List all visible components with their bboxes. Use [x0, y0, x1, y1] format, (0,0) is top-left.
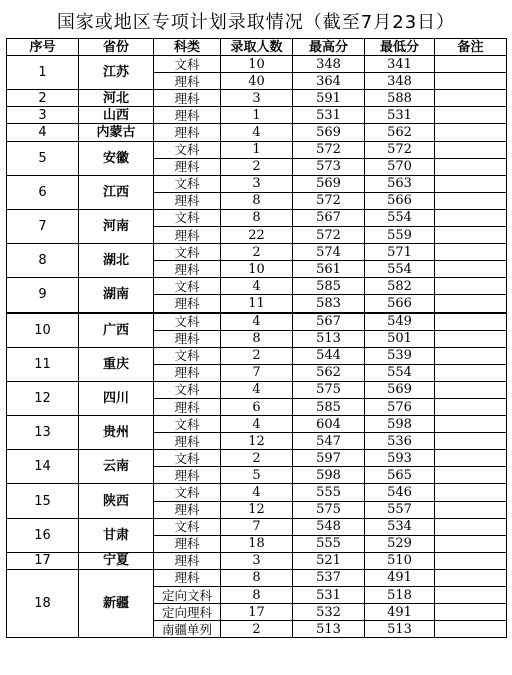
category-cell: 文科 [154, 518, 221, 535]
max-score-cell: 569 [293, 124, 365, 141]
table-row [7, 90, 507, 107]
count-cell: 2 [221, 621, 293, 638]
row-number: 1 [7, 56, 79, 90]
province-cell: 陕西 [79, 484, 154, 518]
row-number: 4 [7, 124, 79, 141]
row-number: 5 [7, 141, 79, 175]
max-score-cell: 537 [293, 569, 365, 586]
min-score-cell: 348 [365, 73, 435, 90]
max-score-cell: 521 [293, 552, 365, 569]
category-cell: 理科 [154, 433, 221, 450]
province-cell: 新疆 [79, 569, 154, 637]
min-score-cell: 557 [365, 501, 435, 518]
remarks-cell [435, 552, 507, 569]
count-cell: 3 [221, 90, 293, 107]
max-score-cell: 513 [293, 621, 365, 638]
table-row [7, 381, 507, 398]
remarks-cell [435, 244, 507, 261]
max-score-cell: 348 [293, 56, 365, 73]
remarks-cell [435, 90, 507, 107]
category-cell: 理科 [154, 398, 221, 415]
remarks-cell [435, 124, 507, 141]
min-score-cell: 569 [365, 381, 435, 398]
remarks-cell [435, 261, 507, 278]
category-cell: 南疆单列 [154, 621, 221, 638]
max-score-cell: 597 [293, 450, 365, 467]
category-cell: 理科 [154, 158, 221, 175]
count-cell: 4 [221, 484, 293, 501]
max-score-cell: 548 [293, 518, 365, 535]
count-cell: 8 [221, 192, 293, 209]
category-cell: 理科 [154, 330, 221, 347]
province-cell: 云南 [79, 450, 154, 484]
table-row [7, 347, 507, 364]
min-score-cell: 570 [365, 158, 435, 175]
category-cell: 文科 [154, 244, 221, 261]
min-score-cell: 598 [365, 416, 435, 433]
remarks-cell [435, 107, 507, 124]
max-score-cell: 547 [293, 433, 365, 450]
table-row [7, 107, 507, 124]
remarks-cell [435, 364, 507, 381]
max-score-cell: 561 [293, 261, 365, 278]
min-score-cell: 576 [365, 398, 435, 415]
min-score-cell: 563 [365, 175, 435, 192]
header-min-score: 最低分 [365, 39, 435, 56]
max-score-cell: 555 [293, 535, 365, 552]
table-row [7, 518, 507, 535]
min-score-cell: 582 [365, 278, 435, 295]
category-cell: 文科 [154, 313, 221, 331]
table-row [7, 141, 507, 158]
count-cell: 4 [221, 381, 293, 398]
category-cell: 理科 [154, 192, 221, 209]
min-score-cell: 554 [365, 261, 435, 278]
remarks-cell [435, 313, 507, 331]
remarks-cell [435, 141, 507, 158]
remarks-cell [435, 569, 507, 586]
province-cell: 山西 [79, 107, 154, 124]
min-score-cell: 491 [365, 604, 435, 621]
count-cell: 10 [221, 56, 293, 73]
category-cell: 理科 [154, 90, 221, 107]
min-score-cell: 554 [365, 364, 435, 381]
remarks-cell [435, 73, 507, 90]
table-row [7, 124, 507, 141]
max-score-cell: 598 [293, 467, 365, 484]
category-cell: 文科 [154, 416, 221, 433]
min-score-cell: 572 [365, 141, 435, 158]
max-score-cell: 572 [293, 227, 365, 244]
min-score-cell: 513 [365, 621, 435, 638]
remarks-cell [435, 158, 507, 175]
count-cell: 18 [221, 535, 293, 552]
count-cell: 4 [221, 416, 293, 433]
row-number: 14 [7, 450, 79, 484]
max-score-cell: 555 [293, 484, 365, 501]
count-cell: 1 [221, 107, 293, 124]
count-cell: 40 [221, 73, 293, 90]
header-remarks: 备注 [435, 39, 507, 56]
max-score-cell: 572 [293, 192, 365, 209]
remarks-cell [435, 398, 507, 415]
category-cell: 理科 [154, 569, 221, 586]
header-province: 省份 [79, 39, 154, 56]
count-cell: 3 [221, 552, 293, 569]
remarks-cell [435, 227, 507, 244]
remarks-cell [435, 381, 507, 398]
category-cell: 理科 [154, 227, 221, 244]
count-cell: 5 [221, 467, 293, 484]
min-score-cell: 341 [365, 56, 435, 73]
header-count: 录取人数 [221, 39, 293, 56]
row-number: 2 [7, 90, 79, 107]
row-number: 13 [7, 416, 79, 450]
max-score-cell: 585 [293, 278, 365, 295]
category-cell: 定向文科 [154, 587, 221, 604]
count-cell: 8 [221, 587, 293, 604]
count-cell: 8 [221, 209, 293, 226]
header-category: 科类 [154, 39, 221, 56]
min-score-cell: 593 [365, 450, 435, 467]
count-cell: 6 [221, 398, 293, 415]
province-cell: 四川 [79, 381, 154, 415]
table-row [7, 416, 507, 433]
count-cell: 2 [221, 158, 293, 175]
category-cell: 文科 [154, 450, 221, 467]
category-cell: 文科 [154, 141, 221, 158]
max-score-cell: 574 [293, 244, 365, 261]
min-score-cell: 566 [365, 295, 435, 313]
category-cell: 理科 [154, 535, 221, 552]
min-score-cell: 510 [365, 552, 435, 569]
row-number: 12 [7, 381, 79, 415]
row-number: 9 [7, 278, 79, 313]
table-row [7, 56, 507, 73]
remarks-cell [435, 587, 507, 604]
category-cell: 文科 [154, 278, 221, 295]
remarks-cell [435, 535, 507, 552]
max-score-cell: 573 [293, 158, 365, 175]
category-cell: 理科 [154, 467, 221, 484]
province-cell: 江苏 [79, 56, 154, 90]
category-cell: 理科 [154, 261, 221, 278]
count-cell: 3 [221, 175, 293, 192]
max-score-cell: 591 [293, 90, 365, 107]
min-score-cell: 529 [365, 535, 435, 552]
max-score-cell: 604 [293, 416, 365, 433]
province-cell: 河北 [79, 90, 154, 107]
remarks-cell [435, 604, 507, 621]
admission-table [6, 38, 507, 638]
count-cell: 10 [221, 261, 293, 278]
max-score-cell: 572 [293, 141, 365, 158]
min-score-cell: 565 [365, 467, 435, 484]
max-score-cell: 585 [293, 398, 365, 415]
category-cell: 理科 [154, 73, 221, 90]
province-cell: 内蒙古 [79, 124, 154, 141]
remarks-cell [435, 278, 507, 295]
remarks-cell [435, 175, 507, 192]
header-no: 序号 [7, 39, 79, 56]
min-score-cell: 562 [365, 124, 435, 141]
max-score-cell: 575 [293, 381, 365, 398]
min-score-cell: 554 [365, 209, 435, 226]
max-score-cell: 531 [293, 107, 365, 124]
category-cell: 文科 [154, 56, 221, 73]
max-score-cell: 567 [293, 209, 365, 226]
table-row [7, 569, 507, 586]
max-score-cell: 575 [293, 501, 365, 518]
count-cell: 8 [221, 330, 293, 347]
row-number: 6 [7, 175, 79, 209]
table-row [7, 278, 507, 295]
table-row [7, 209, 507, 226]
count-cell: 7 [221, 364, 293, 381]
min-score-cell: 559 [365, 227, 435, 244]
province-cell: 甘肃 [79, 518, 154, 552]
max-score-cell: 532 [293, 604, 365, 621]
count-cell: 4 [221, 124, 293, 141]
count-cell: 22 [221, 227, 293, 244]
table-row [7, 484, 507, 501]
category-cell: 文科 [154, 175, 221, 192]
table-row [7, 552, 507, 569]
count-cell: 2 [221, 450, 293, 467]
province-cell: 江西 [79, 175, 154, 209]
table-row [7, 313, 507, 331]
min-score-cell: 491 [365, 569, 435, 586]
province-cell: 湖南 [79, 278, 154, 313]
row-number: 7 [7, 209, 79, 243]
province-cell: 安徽 [79, 141, 154, 175]
province-cell: 宁夏 [79, 552, 154, 569]
min-score-cell: 566 [365, 192, 435, 209]
min-score-cell: 588 [365, 90, 435, 107]
count-cell: 17 [221, 604, 293, 621]
category-cell: 理科 [154, 124, 221, 141]
remarks-cell [435, 56, 507, 73]
category-cell: 文科 [154, 347, 221, 364]
remarks-cell [435, 347, 507, 364]
min-score-cell: 546 [365, 484, 435, 501]
count-cell: 8 [221, 569, 293, 586]
remarks-cell [435, 501, 507, 518]
max-score-cell: 544 [293, 347, 365, 364]
remarks-cell [435, 621, 507, 638]
max-score-cell: 364 [293, 73, 365, 90]
category-cell: 理科 [154, 295, 221, 313]
row-number: 16 [7, 518, 79, 552]
count-cell: 12 [221, 433, 293, 450]
category-cell: 理科 [154, 107, 221, 124]
category-cell: 文科 [154, 209, 221, 226]
count-cell: 1 [221, 141, 293, 158]
min-score-cell: 571 [365, 244, 435, 261]
row-number: 8 [7, 244, 79, 278]
category-cell: 定向理科 [154, 604, 221, 621]
remarks-cell [435, 433, 507, 450]
remarks-cell [435, 209, 507, 226]
table-row [7, 175, 507, 192]
min-score-cell: 531 [365, 107, 435, 124]
category-cell: 文科 [154, 484, 221, 501]
remarks-cell [435, 416, 507, 433]
remarks-cell [435, 330, 507, 347]
count-cell: 2 [221, 244, 293, 261]
min-score-cell: 518 [365, 587, 435, 604]
category-cell: 理科 [154, 364, 221, 381]
max-score-cell: 567 [293, 313, 365, 331]
header-row [7, 39, 507, 56]
max-score-cell: 531 [293, 587, 365, 604]
count-cell: 2 [221, 347, 293, 364]
province-cell: 贵州 [79, 416, 154, 450]
row-number: 11 [7, 347, 79, 381]
category-cell: 文科 [154, 381, 221, 398]
count-cell: 11 [221, 295, 293, 313]
min-score-cell: 501 [365, 330, 435, 347]
max-score-cell: 569 [293, 175, 365, 192]
header-max-score: 最高分 [293, 39, 365, 56]
table-row [7, 244, 507, 261]
row-number: 18 [7, 569, 79, 637]
province-cell: 湖北 [79, 244, 154, 278]
min-score-cell: 534 [365, 518, 435, 535]
row-number: 3 [7, 107, 79, 124]
remarks-cell [435, 518, 507, 535]
min-score-cell: 549 [365, 313, 435, 331]
remarks-cell [435, 450, 507, 467]
min-score-cell: 536 [365, 433, 435, 450]
min-score-cell: 539 [365, 347, 435, 364]
remarks-cell [435, 467, 507, 484]
category-cell: 理科 [154, 552, 221, 569]
remarks-cell [435, 484, 507, 501]
count-cell: 7 [221, 518, 293, 535]
row-number: 17 [7, 552, 79, 569]
count-cell: 4 [221, 278, 293, 295]
row-number: 10 [7, 313, 79, 348]
max-score-cell: 583 [293, 295, 365, 313]
remarks-cell [435, 192, 507, 209]
table-row [7, 450, 507, 467]
province-cell: 广西 [79, 313, 154, 348]
province-cell: 河南 [79, 209, 154, 243]
count-cell: 12 [221, 501, 293, 518]
max-score-cell: 513 [293, 330, 365, 347]
province-cell: 重庆 [79, 347, 154, 381]
max-score-cell: 562 [293, 364, 365, 381]
count-cell: 4 [221, 313, 293, 331]
page-title: 国家或地区专项计划录取情况（截至7月23日） [56, 12, 456, 33]
category-cell: 理科 [154, 501, 221, 518]
remarks-cell [435, 295, 507, 313]
row-number: 15 [7, 484, 79, 518]
